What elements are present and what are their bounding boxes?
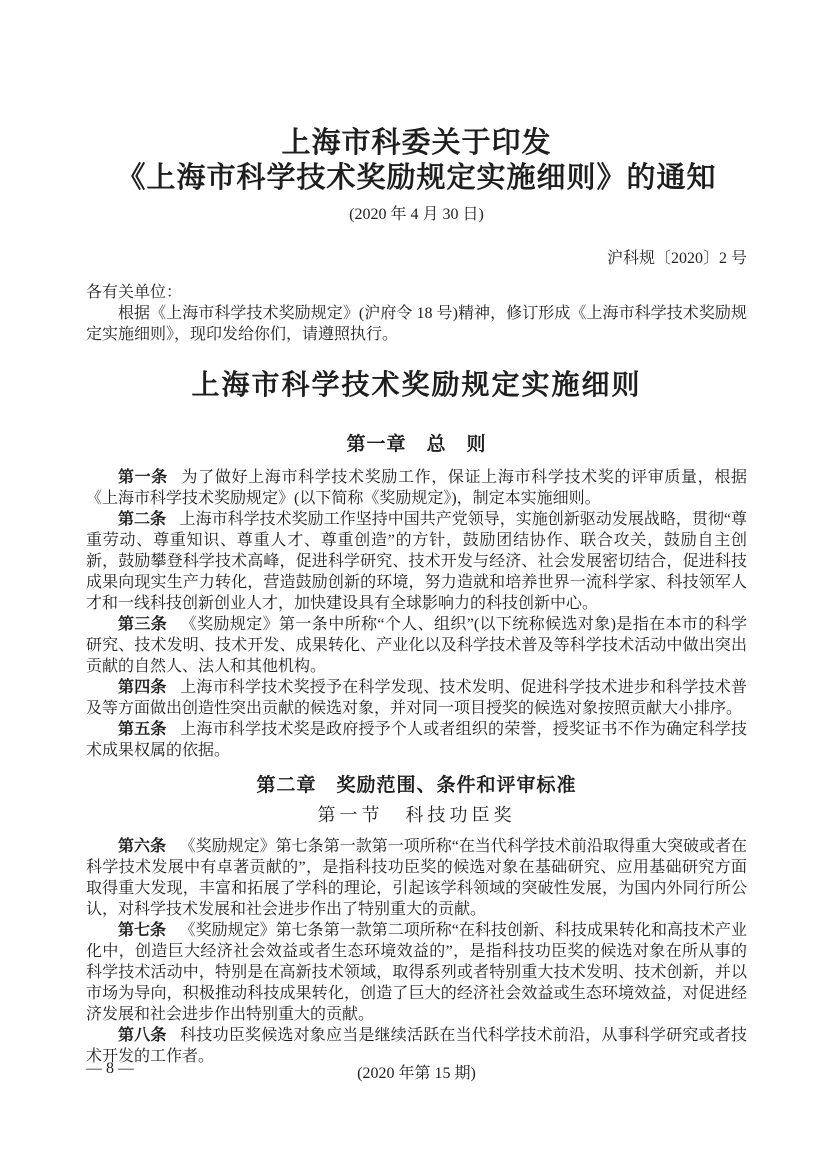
article-1-label: 第一条	[118, 469, 168, 486]
article-6	[86, 836, 747, 920]
article-7	[86, 920, 747, 1025]
article-5-text: 上海市科学技术奖是政府授予个人或者组织的荣誉，授奖证书不作为确定科学技术成果权属的依据。	[86, 721, 747, 759]
article-8-label: 第八条	[118, 1027, 167, 1044]
article-2-label: 第二条	[118, 511, 167, 528]
article-5	[86, 719, 747, 761]
article-6-text: 《奖励规定》第七条第一款第一项所称“在当代科学技术前沿取得重大突破或者在科学技术发展中有卓著贡献的”，是指科技功臣奖的候选对象在基础研究、应用基础研究方面取得重大发现，丰富和拓展了学科的理论，引起该学科领域的突破性发展，为国内外同行所公认，对科学技术发展和社会进步作出了特别重大的贡献。	[86, 838, 747, 918]
article-1-text: 为了做好上海市科学技术奖励工作，保证上海市科学技术奖的评审质量，根据《上海市科学技术奖励规定》(以下简称《奖励规定》)，制定本实施细则。	[86, 469, 747, 507]
notice-title-line1: 上海市科委关于印发	[281, 127, 552, 159]
chapter-1-heading: 第一章 总 则	[346, 434, 487, 455]
article-8-text: 科技功臣奖候选对象应当是继续活跃在当代科学技术前沿，从事科学研究或者技术开发的工作者。	[86, 1027, 747, 1065]
article-3-text: 《奖励规定》第一条中所称“个人、组织”(以下统称候选对象)是指在本市的科学研究、技术发明、技术开发、成果转化、产业化以及科学技术普及等科学技术活动中做出突出贡献的自然人、法人和其他机构。	[86, 616, 747, 675]
article-4-label: 第四条	[118, 679, 167, 696]
article-2	[86, 509, 747, 614]
article-7-text: 《奖励规定》第七条第一款第二项所称“在科技创新、科技成果转化和高技术产业化中，创造巨大经济社会效益或者生态环境效益的”，是指科技功臣奖的候选对象在所从事的科学技术活动中，特别是在高新技术领域，取得系列或者特别重大技术发明、技术创新，并以市场为导向，积极推动科技成果转化，创造了巨大的经济社会效益或生态环境效益，对促进经济发展和社会进步作出特别重大的贡献。	[86, 922, 747, 1023]
notice-body-paragraph: 根据《上海市科学技术奖励规定》(沪府令 18 号)精神，修订形成《上海市科学技术奖励规定实施细则》，现印发给你们，请遵照执行。	[86, 305, 747, 343]
page-footer	[86, 1060, 747, 1082]
article-3-label: 第三条	[118, 616, 168, 633]
section-1-heading: 第一节 科技功臣奖	[317, 805, 516, 825]
article-6-label: 第六条	[118, 838, 167, 855]
footer-page-number: — 8 —	[86, 1060, 134, 1077]
document-number: 沪科规〔2020〕2 号	[606, 250, 747, 267]
notice-title-line2: 《上海市科学技术奖励规定实施细则》的通知	[116, 162, 717, 194]
article-7-label: 第七条	[118, 922, 167, 939]
chapter-2-heading: 第二章 奖励范围、条件和评审标准	[256, 775, 577, 796]
article-1	[86, 467, 747, 509]
regulation-title: 上海市科学技术奖励规定实施细则	[191, 370, 642, 401]
article-2-text: 上海市科学技术奖励工作坚持中国共产党领导，实施创新驱动发展战略，贯彻“尊重劳动、尊重知识、尊重人才、尊重创造”的方针，鼓励团结协作、联合攻关，鼓励自主创新，鼓励攀登科学技术高峰，促进科学研究、技术开发与经济、社会发展密切结合，促进科技成果向现实生产力转化，营造鼓励创新的环境，努力造就和培养世界一流科学家、科技领军人才和一线科技创新创业人才，加快建设具有全球影响力的科技创新中心。	[86, 511, 747, 612]
footer-issue-label: (2020 年第 15 期)	[357, 1065, 476, 1082]
notice-date: (2020 年 4 月 30 日)	[349, 206, 484, 223]
article-4	[86, 677, 747, 719]
article-3	[86, 614, 747, 677]
article-4-text: 上海市科学技术奖授予在科学发现、技术发明、促进科学技术进步和科学技术普及等方面做出创造性突出贡献的候选对象，并对同一项目授奖的候选对象按照贡献大小排序。	[86, 679, 747, 717]
article-5-label: 第五条	[118, 721, 167, 738]
salutation: 各有关单位：	[86, 284, 183, 301]
